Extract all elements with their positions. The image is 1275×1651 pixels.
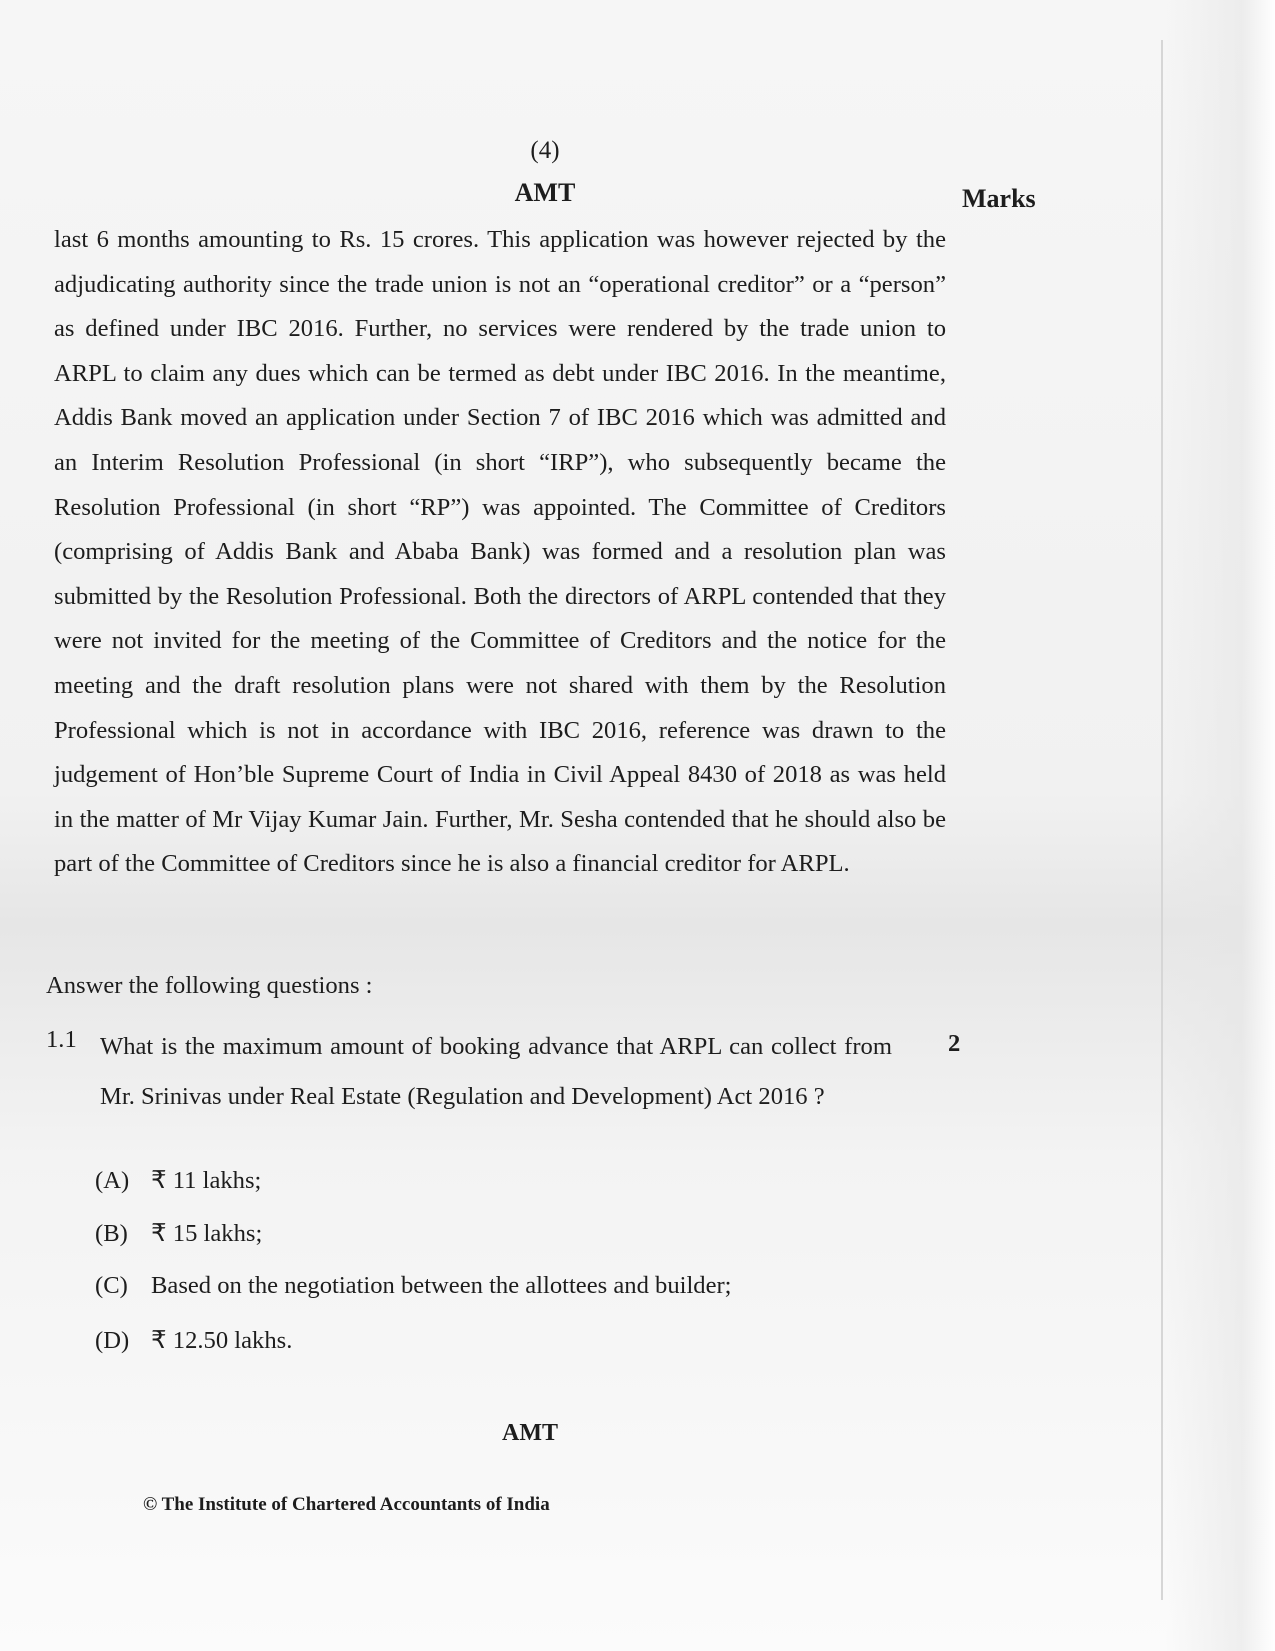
option-d [95, 1325, 292, 1355]
page-number: (4) [530, 137, 560, 164]
instructions: Answer the following questions : [46, 972, 373, 999]
question-text: What is the maximum amount of booking advance that ARPL can collect from Mr. Srinivas under Real Estate (Regulation and Development) Act 2016 ? [100, 1033, 892, 1110]
option-label: (B) [95, 1220, 128, 1247]
option-label: (C) [95, 1272, 128, 1299]
option-text: ₹ 15 lakhs; [151, 1220, 263, 1247]
copyright-notice: © The Institute of Chartered Accountants of India [143, 1494, 550, 1515]
footer-subject: AMT [502, 1420, 558, 1446]
question-number: 1.1 [46, 1026, 77, 1053]
option-text: ₹ 11 lakhs; [151, 1167, 262, 1194]
option-c [95, 1272, 732, 1300]
scan-shadow [1165, 0, 1275, 1651]
option-a [95, 1165, 261, 1195]
marks-column-label: Marks [962, 184, 1036, 213]
header-subject: AMT [514, 178, 576, 207]
option-label: (A) [95, 1167, 130, 1194]
option-text: ₹ 12.50 lakhs. [151, 1327, 293, 1354]
option-label: (D) [95, 1327, 130, 1354]
case-study-paragraph: last 6 months amounting to Rs. 15 crores. This application was however rejected by the adjudicating authority since the trade union is not an “operational creditor” or a “person” as defined under IBC 2016. Further, no services were rendered by the trade union to ARPL to claim any dues which can be termed as debt under IBC 2016. In the meantime, Addis Bank moved an application under Section 7 of IBC 2016 which was admitted and an Interim Resolution Professional (in short “IRP”), who subsequently became the Resolution Professional (in short “RP”) was appointed. The Committee of Creditors (comprising of Addis Bank and Ababa Bank) was formed and a resolution plan was submitted by the Resolution Professional. Both the directors of ARPL contended that they were not invited for the meeting of the Committee of Creditors and the notice for the meeting and the draft resolution plans were not shared with them by the Resolution Professional which is not in accordance with IBC 2016, reference was drawn to the judgement of Hon’ble Supreme Court of India in Civil Appeal 8430 of 2018 as was held in the matter of Mr Vijay Kumar Jain. Further, Mr. Sesha contended that he should also be part of the Committee of Creditors since he is also a financial creditor for ARPL. [54, 226, 946, 878]
option-b [95, 1218, 262, 1248]
scan-fold-line [1161, 40, 1163, 1600]
question-marks: 2 [948, 1030, 961, 1057]
option-text: Based on the negotiation between the allottees and builder; [151, 1272, 732, 1299]
